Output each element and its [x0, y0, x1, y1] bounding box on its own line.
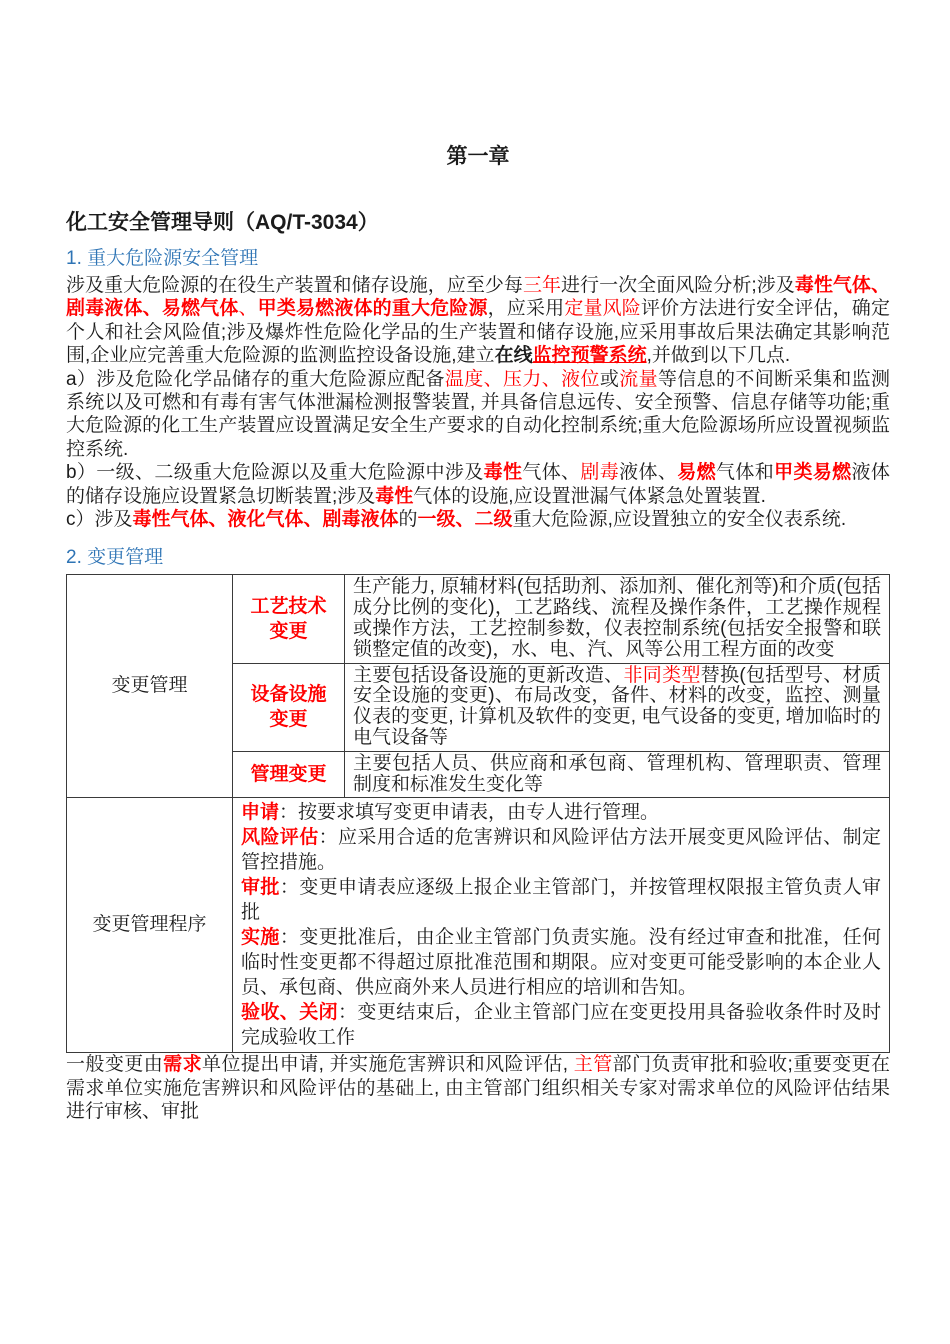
- doc-title: 化工安全管理导则（AQ/T-3034）: [66, 211, 379, 234]
- change-management-table: [66, 574, 890, 1053]
- section1-intro-paragraph: 涉及重大危险源的在役生产装置和储存设施，应至少每三年进行一次全面风险分析;涉及毒性气体、剧毒液体、易燃气体、甲类易燃液体的重大危险源，应采用定量风险评价方法进行安全评估，确定个人和社会风险值;涉及爆炸性危险化学品的生产装置和储存设施,应采用事故后果法确定其影响范围,企业应完善重大危险源的监测监控设备设施,建立在线监控预警系统,并做到以下几点.: [66, 275, 890, 367]
- table-row: [67, 575, 890, 663]
- table-cell-group-label: 变更管理: [67, 575, 233, 798]
- section1-item-b: b）一级、二级重大危险源以及重大危险源中涉及毒性气体、剧毒液体、易燃气体和甲类易燃液体的储存设施应设置紧急切断装置;涉及毒性气体的设施,应设置泄漏气体紧急处置装置.: [66, 462, 890, 507]
- chapter-title: 第一章: [446, 145, 510, 168]
- procedure-step-approval: 审批：变更申请表应逐级上报企业主管部门，并按管理权限报主管负责人审批: [241, 877, 881, 924]
- section1-heading: 1. 重大危险源安全管理: [66, 248, 259, 269]
- procedure-step-risk-assessment: 风险评估：应采用合适的危害辨识和风险评估方法开展变更风险评估、制定管控措施。: [241, 827, 881, 874]
- table-cell-content-equipment: 主要包括设备设施的更新改造、非同类型替换(包括型号、材质安全设施的变更)、布局改变，备件、材料的改变，监控、测量仪表的变更, 计算机及软件的变更, 电气设备的变更, 增加临时的电气设备等: [345, 663, 890, 751]
- procedure-step-implementation: 实施：变更批准后，由企业主管部门负责实施。没有经过审查和批准，任何临时性变更都不得超过原批准范围和期限。应对变更可能受影响的本企业人员、承包商、供应商外来人员进行相应的培训和告知。: [241, 927, 881, 999]
- section2-footer-paragraph: 一般变更由需求单位提出申请, 并实施危害辨识和风险评估, 主管部门负责审批和验收;重要变更在需求单位实施危害辨识和风险评估的基础上, 由主管部门组织相关专家对需求单位的风险评估结果进行审核、审批: [66, 1054, 890, 1123]
- table-cell-content-management: 主要包括人员、供应商和承包商、管理机构、管理职责、管理制度和标准发生变化等: [345, 751, 890, 798]
- section1-item-a: a）涉及危险化学品储存的重大危险源应配备温度、压力、液位或流量等信息的不间断采集和监测系统以及可燃和有毒有害气体泄漏检测报警装置, 并具备信息远传、安全预警、信息存储等功能;重大危险源的化工生产装置应设置满足安全生产要求的自动化控制系统;重大危险源场所应设置视频监控系统.: [66, 368, 890, 460]
- table-cell-category-equipment: 设备设施 变更: [233, 663, 345, 751]
- procedure-step-apply: 申请：按要求填写变更申请表，由专人进行管理。: [241, 802, 660, 824]
- table-cell-procedure-label: 变更管理程序: [67, 798, 233, 1053]
- section2-heading: 2. 变更管理: [66, 547, 164, 569]
- procedure-step-acceptance-close: 验收、关闭：变更结束后，企业主管部门应在变更投用具备验收条件时及时完成验收工作: [241, 1002, 881, 1049]
- table-cell-procedure-content: [233, 798, 890, 1053]
- table-row: [67, 798, 890, 1053]
- table-cell-content-process-tech: 生产能力, 原辅材料(包括助剂、添加剂、催化剂等)和介质(包括成分比例的变化)，工艺路线、流程及操作条件，工艺操作规程或操作方法，工艺控制参数，仪表控制系统(包括安全报警和联锁整定值的改变)，水、电、汽、风等公用工程方面的改变: [345, 575, 890, 663]
- section1-item-c: c）涉及毒性气体、液化气体、剧毒液体的一级、二级重大危险源,应设置独立的安全仪表系统.: [66, 509, 847, 531]
- table-cell-category-management: 管理变更: [233, 751, 345, 798]
- table-cell-category-process-tech: 工艺技术 变更: [233, 575, 345, 663]
